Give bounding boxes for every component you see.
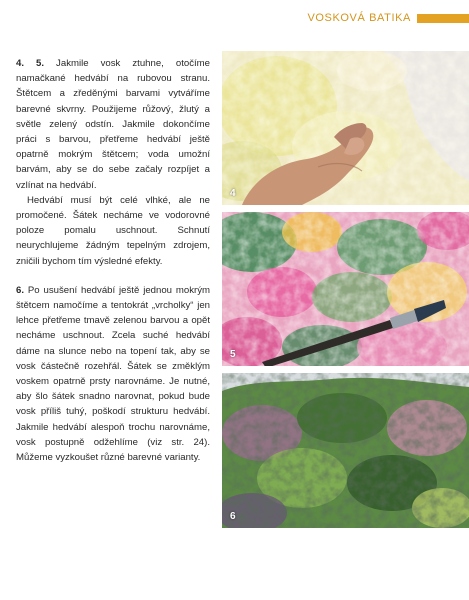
photo-number-6: 6 [230, 511, 236, 522]
photo-painting-silk [222, 212, 469, 366]
step-number-6: 6. [16, 284, 25, 296]
chapter-title: VOSKOVÁ BATIKA [307, 12, 411, 24]
paragraph-step-6 [16, 283, 210, 465]
article-body [16, 56, 210, 465]
photo-finished-batik [222, 373, 469, 528]
step-number-4-5: 4. 5. [16, 58, 45, 69]
paragraph-text: Jakmile vosk ztuhne, otočíme namačkané hedvábí na rubovou stranu. Štětcem a zředěnými barvami vytváříme barevné skvrny. Použijeme růžový, žlutý a světle zelený odstín. Jakmile dokončíme práci s barvou, přetřeme hedvábí ještě opatrně mokrým štětcem; voda umožní barvám, aby se do sebe začaly rozpíjet a vzlínat na hedvábí. [16, 58, 210, 191]
photo-number-4: 4 [230, 188, 236, 199]
paragraph-text: Po usušení hedvábí ještě jednou mokrým štětcem namočíme a tentokrát „vrcholky“ jen lehce přetřeme tmavě zelenou barvou a opět necháme uschnout. Zcela suché hedvábí dáme na slunce nebo na topení tak, aby se vosk částečně rozehřál. Šátek se změklým voskem opatrně prsty narovnáme. Je nutné, aby šlo šátek snadno narovnat, pokud bude vosk příliš tuhý, poškodí strukturu hedvábí. Jakmile hedvábí alespoň trochu narovnáme, vosk postupně odžehlíme (viz str. 24). Můžeme vyzkoušet různé barevné varianty. [16, 284, 210, 464]
photo-6-image [222, 373, 469, 528]
chapter-accent-bar [417, 14, 469, 23]
paragraph-drying: Hedvábí musí být celé vlhké, ale ne promočené. Šátek necháme ve vodorovné poloze pomalu uschnout. Schnutí neurychlujeme žádným tepelným zdrojem, zničili bychom tím výsledné efekty. [16, 194, 210, 267]
photo-5-image [222, 212, 469, 366]
photo-crumpled-silk [222, 51, 469, 205]
photo-4-image [222, 51, 469, 205]
page-header [0, 10, 469, 26]
photo-number-5: 5 [230, 349, 236, 360]
paragraph-steps-4-5 [16, 56, 210, 193]
